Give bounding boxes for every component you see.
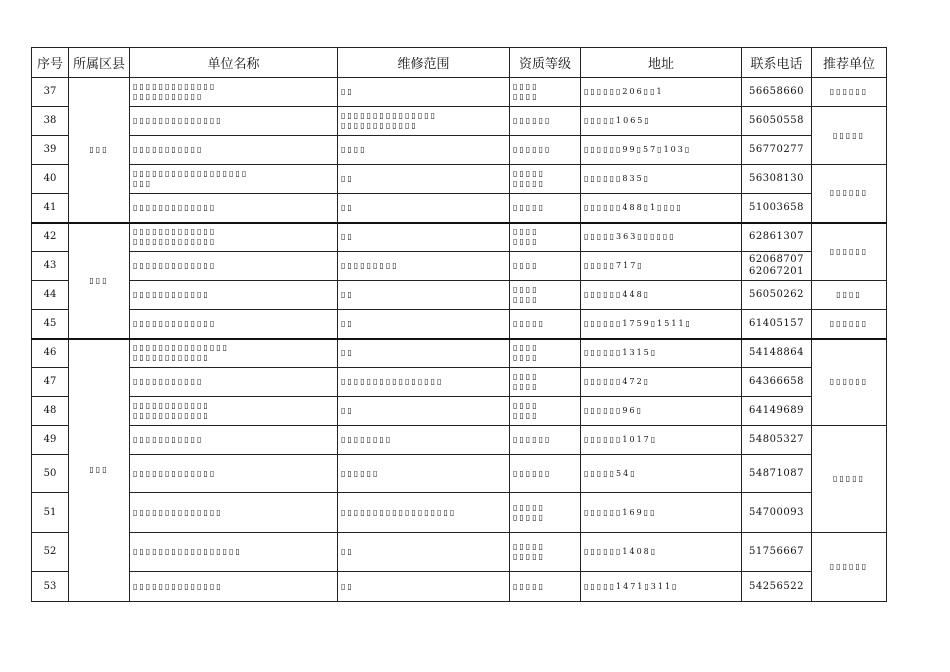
address-cell: ▯▯▯▯▯363▯▯▯▯▯▯ [581, 223, 742, 252]
level-cell: ▯▯▯▯ ▯▯▯▯ [510, 397, 581, 426]
seq-cell: 48 [32, 397, 69, 426]
phone-cell: 64366658 [742, 368, 812, 397]
scope-cell: ▯▯▯▯▯▯▯▯▯ [338, 252, 510, 281]
address-cell: ▯▯▯▯▯▯206▯▯1 [581, 78, 742, 107]
recommender-cell: ▯▯▯▯▯▯ [812, 223, 887, 281]
scope-cell: ▯▯▯▯▯▯▯▯▯▯▯▯▯▯▯▯▯▯ [338, 493, 510, 533]
level-cell: ▯▯▯▯▯ [510, 310, 581, 339]
scope-cell: ▯▯ [338, 339, 510, 368]
level-cell: ▯▯▯▯ ▯▯▯▯ [510, 223, 581, 252]
scope-cell: ▯▯ [338, 78, 510, 107]
unit-name-cell: ▯▯▯▯▯▯▯▯▯▯▯▯▯ [130, 310, 338, 339]
address-cell: ▯▯▯▯▯▯96▯ [581, 397, 742, 426]
table-row [32, 281, 887, 310]
unit-name-cell: ▯▯▯▯▯▯▯▯▯▯▯ [130, 136, 338, 165]
table-row [32, 397, 887, 426]
seq-cell: 52 [32, 533, 69, 572]
unit-name-cell: ▯▯▯▯▯▯▯▯▯▯▯▯▯▯▯▯▯▯ ▯▯▯ [130, 165, 338, 194]
unit-name-cell: ▯▯▯▯▯▯▯▯▯▯▯▯▯ [130, 194, 338, 223]
level-cell: ▯▯▯▯▯ [510, 194, 581, 223]
unit-name-cell: ▯▯▯▯▯▯▯▯▯▯▯▯▯▯▯ ▯▯▯▯▯▯▯▯▯▯▯▯ [130, 339, 338, 368]
address-cell: ▯▯▯▯▯▯1315▯ [581, 339, 742, 368]
unit-name-cell: ▯▯▯▯▯▯▯▯▯▯▯▯ [130, 281, 338, 310]
table-row [32, 252, 887, 281]
seq-cell: 45 [32, 310, 69, 339]
level-cell: ▯▯▯▯ ▯▯▯▯ [510, 368, 581, 397]
phone-cell: 54805327 [742, 426, 812, 455]
level-cell: ▯▯▯▯ [510, 252, 581, 281]
scope-cell: ▯▯▯▯▯▯ [338, 455, 510, 493]
table-row [32, 455, 887, 493]
phone-cell: 51003658 [742, 194, 812, 223]
scope-cell: ▯▯▯▯ [338, 136, 510, 165]
seq-cell: 40 [32, 165, 69, 194]
level-cell: ▯▯▯▯▯ [510, 572, 581, 602]
unit-name-cell: ▯▯▯▯▯▯▯▯▯▯▯▯▯ [130, 455, 338, 493]
recommender-cell: ▯▯▯▯▯▯ [812, 339, 887, 426]
phone-cell: 56050558 [742, 107, 812, 136]
header-row [32, 48, 887, 78]
scope-cell: ▯▯ [338, 281, 510, 310]
scope-cell: ▯▯ [338, 223, 510, 252]
recommender-cell: ▯▯▯▯▯▯ [812, 533, 887, 602]
scope-cell: ▯▯ [338, 310, 510, 339]
scope-cell: ▯▯ [338, 397, 510, 426]
address-cell: ▯▯▯▯▯▯448▯ [581, 281, 742, 310]
header-phone: 联系电话 [742, 48, 812, 78]
scope-cell: ▯▯ [338, 194, 510, 223]
level-cell: ▯▯▯▯▯ ▯▯▯▯▯ [510, 493, 581, 533]
seq-cell: 38 [32, 107, 69, 136]
unit-name-cell: ▯▯▯▯▯▯▯▯▯▯▯ [130, 426, 338, 455]
table-row [32, 572, 887, 602]
phone-cell: 56308130 [742, 165, 812, 194]
table-row [32, 310, 887, 339]
address-cell: ▯▯▯▯▯54▯ [581, 455, 742, 493]
table-row [32, 223, 887, 252]
repair-units-table [31, 47, 887, 602]
address-cell: ▯▯▯▯▯1065▯ [581, 107, 742, 136]
address-cell: ▯▯▯▯▯▯488▯1▯▯▯▯ [581, 194, 742, 223]
seq-cell: 41 [32, 194, 69, 223]
seq-cell: 47 [32, 368, 69, 397]
seq-cell: 50 [32, 455, 69, 493]
phone-cell: 56770277 [742, 136, 812, 165]
level-cell: ▯▯▯▯ ▯▯▯▯ [510, 78, 581, 107]
header-address: 地址 [581, 48, 742, 78]
table-row [32, 493, 887, 533]
scope-cell: ▯▯▯▯▯▯▯▯▯▯▯▯▯▯▯▯ [338, 368, 510, 397]
address-cell: ▯▯▯▯▯▯472▯ [581, 368, 742, 397]
recommender-cell: ▯▯▯▯ [812, 281, 887, 310]
table-row [32, 426, 887, 455]
seq-cell: 51 [32, 493, 69, 533]
phone-cell: 51756667 [742, 533, 812, 572]
unit-name-cell: ▯▯▯▯▯▯▯▯▯▯▯▯▯▯ [130, 493, 338, 533]
phone-cell: 62861307 [742, 223, 812, 252]
unit-name-cell: ▯▯▯▯▯▯▯▯▯▯▯▯▯ ▯▯▯▯▯▯▯▯▯▯▯▯▯ [130, 223, 338, 252]
recommender-cell: ▯▯▯▯▯▯ [812, 310, 887, 339]
phone-cell: 62068707 62067201 [742, 252, 812, 281]
recommender-cell: ▯▯▯▯▯ [812, 107, 887, 165]
unit-name-cell: ▯▯▯▯▯▯▯▯▯▯▯▯▯▯ [130, 572, 338, 602]
unit-name-cell: ▯▯▯▯▯▯▯▯▯▯▯▯▯ ▯▯▯▯▯▯▯▯▯▯▯ [130, 78, 338, 107]
phone-cell: 54256522 [742, 572, 812, 602]
district-cell: ▯▯▯ [69, 223, 130, 339]
unit-name-cell: ▯▯▯▯▯▯▯▯▯▯▯ [130, 368, 338, 397]
address-cell: ▯▯▯▯▯▯169▯▯ [581, 493, 742, 533]
header-scope: 维修范围 [338, 48, 510, 78]
header-recommender: 推荐单位 [812, 48, 887, 78]
scope-cell: ▯▯ [338, 572, 510, 602]
unit-name-cell: ▯▯▯▯▯▯▯▯▯▯▯▯ ▯▯▯▯▯▯▯▯▯▯▯▯ [130, 397, 338, 426]
phone-cell: 54700093 [742, 493, 812, 533]
seq-cell: 39 [32, 136, 69, 165]
header-district: 所属区县 [69, 48, 130, 78]
level-cell: ▯▯▯▯▯▯ [510, 136, 581, 165]
unit-name-cell: ▯▯▯▯▯▯▯▯▯▯▯▯▯▯ [130, 107, 338, 136]
seq-cell: 43 [32, 252, 69, 281]
phone-cell: 56658660 [742, 78, 812, 107]
level-cell: ▯▯▯▯▯ ▯▯▯▯▯ [510, 165, 581, 194]
level-cell: ▯▯▯▯ ▯▯▯▯ [510, 339, 581, 368]
header-level: 资质等级 [510, 48, 581, 78]
seq-cell: 46 [32, 339, 69, 368]
address-cell: ▯▯▯▯▯▯1408▯ [581, 533, 742, 572]
unit-name-cell: ▯▯▯▯▯▯▯▯▯▯▯▯▯▯▯▯▯ [130, 533, 338, 572]
table-row [32, 339, 887, 368]
phone-cell: 64149689 [742, 397, 812, 426]
table-row [32, 165, 887, 194]
address-cell: ▯▯▯▯▯▯1017▯ [581, 426, 742, 455]
phone-cell: 56050262 [742, 281, 812, 310]
address-cell: ▯▯▯▯▯717▯ [581, 252, 742, 281]
seq-cell: 44 [32, 281, 69, 310]
table-row [32, 136, 887, 165]
scope-cell: ▯▯▯▯▯▯▯▯▯▯▯▯▯▯▯ ▯▯▯▯▯▯▯▯▯▯▯▯ [338, 107, 510, 136]
table-row [32, 78, 887, 107]
table-row [32, 533, 887, 572]
table-row [32, 194, 887, 223]
unit-name-cell: ▯▯▯▯▯▯▯▯▯▯▯▯▯ [130, 252, 338, 281]
level-cell: ▯▯▯▯ ▯▯▯▯ [510, 281, 581, 310]
scope-cell: ▯▯▯▯▯▯▯▯ [338, 426, 510, 455]
district-cell: ▯▯▯ [69, 339, 130, 602]
address-cell: ▯▯▯▯▯▯835▯ [581, 165, 742, 194]
phone-cell: 61405157 [742, 310, 812, 339]
level-cell: ▯▯▯▯▯▯ [510, 107, 581, 136]
phone-cell: 54148864 [742, 339, 812, 368]
address-cell: ▯▯▯▯▯▯1759▯1511▯ [581, 310, 742, 339]
seq-cell: 49 [32, 426, 69, 455]
level-cell: ▯▯▯▯▯▯ [510, 426, 581, 455]
address-cell: ▯▯▯▯▯▯99▯57▯103▯ [581, 136, 742, 165]
scope-cell: ▯▯ [338, 165, 510, 194]
table-row [32, 368, 887, 397]
scope-cell: ▯▯ [338, 533, 510, 572]
phone-cell: 54871087 [742, 455, 812, 493]
table-row [32, 107, 887, 136]
seq-cell: 42 [32, 223, 69, 252]
seq-cell: 53 [32, 572, 69, 602]
recommender-cell: ▯▯▯▯▯▯ [812, 78, 887, 107]
header-seq: 序号 [32, 48, 69, 78]
recommender-cell: ▯▯▯▯▯▯ [812, 165, 887, 223]
level-cell: ▯▯▯▯▯▯ [510, 455, 581, 493]
district-cell: ▯▯▯ [69, 78, 130, 223]
header-name: 单位名称 [130, 48, 338, 78]
recommender-cell: ▯▯▯▯▯ [812, 426, 887, 533]
seq-cell: 37 [32, 78, 69, 107]
address-cell: ▯▯▯▯▯1471▯311▯ [581, 572, 742, 602]
level-cell: ▯▯▯▯▯ ▯▯▯▯▯ [510, 533, 581, 572]
